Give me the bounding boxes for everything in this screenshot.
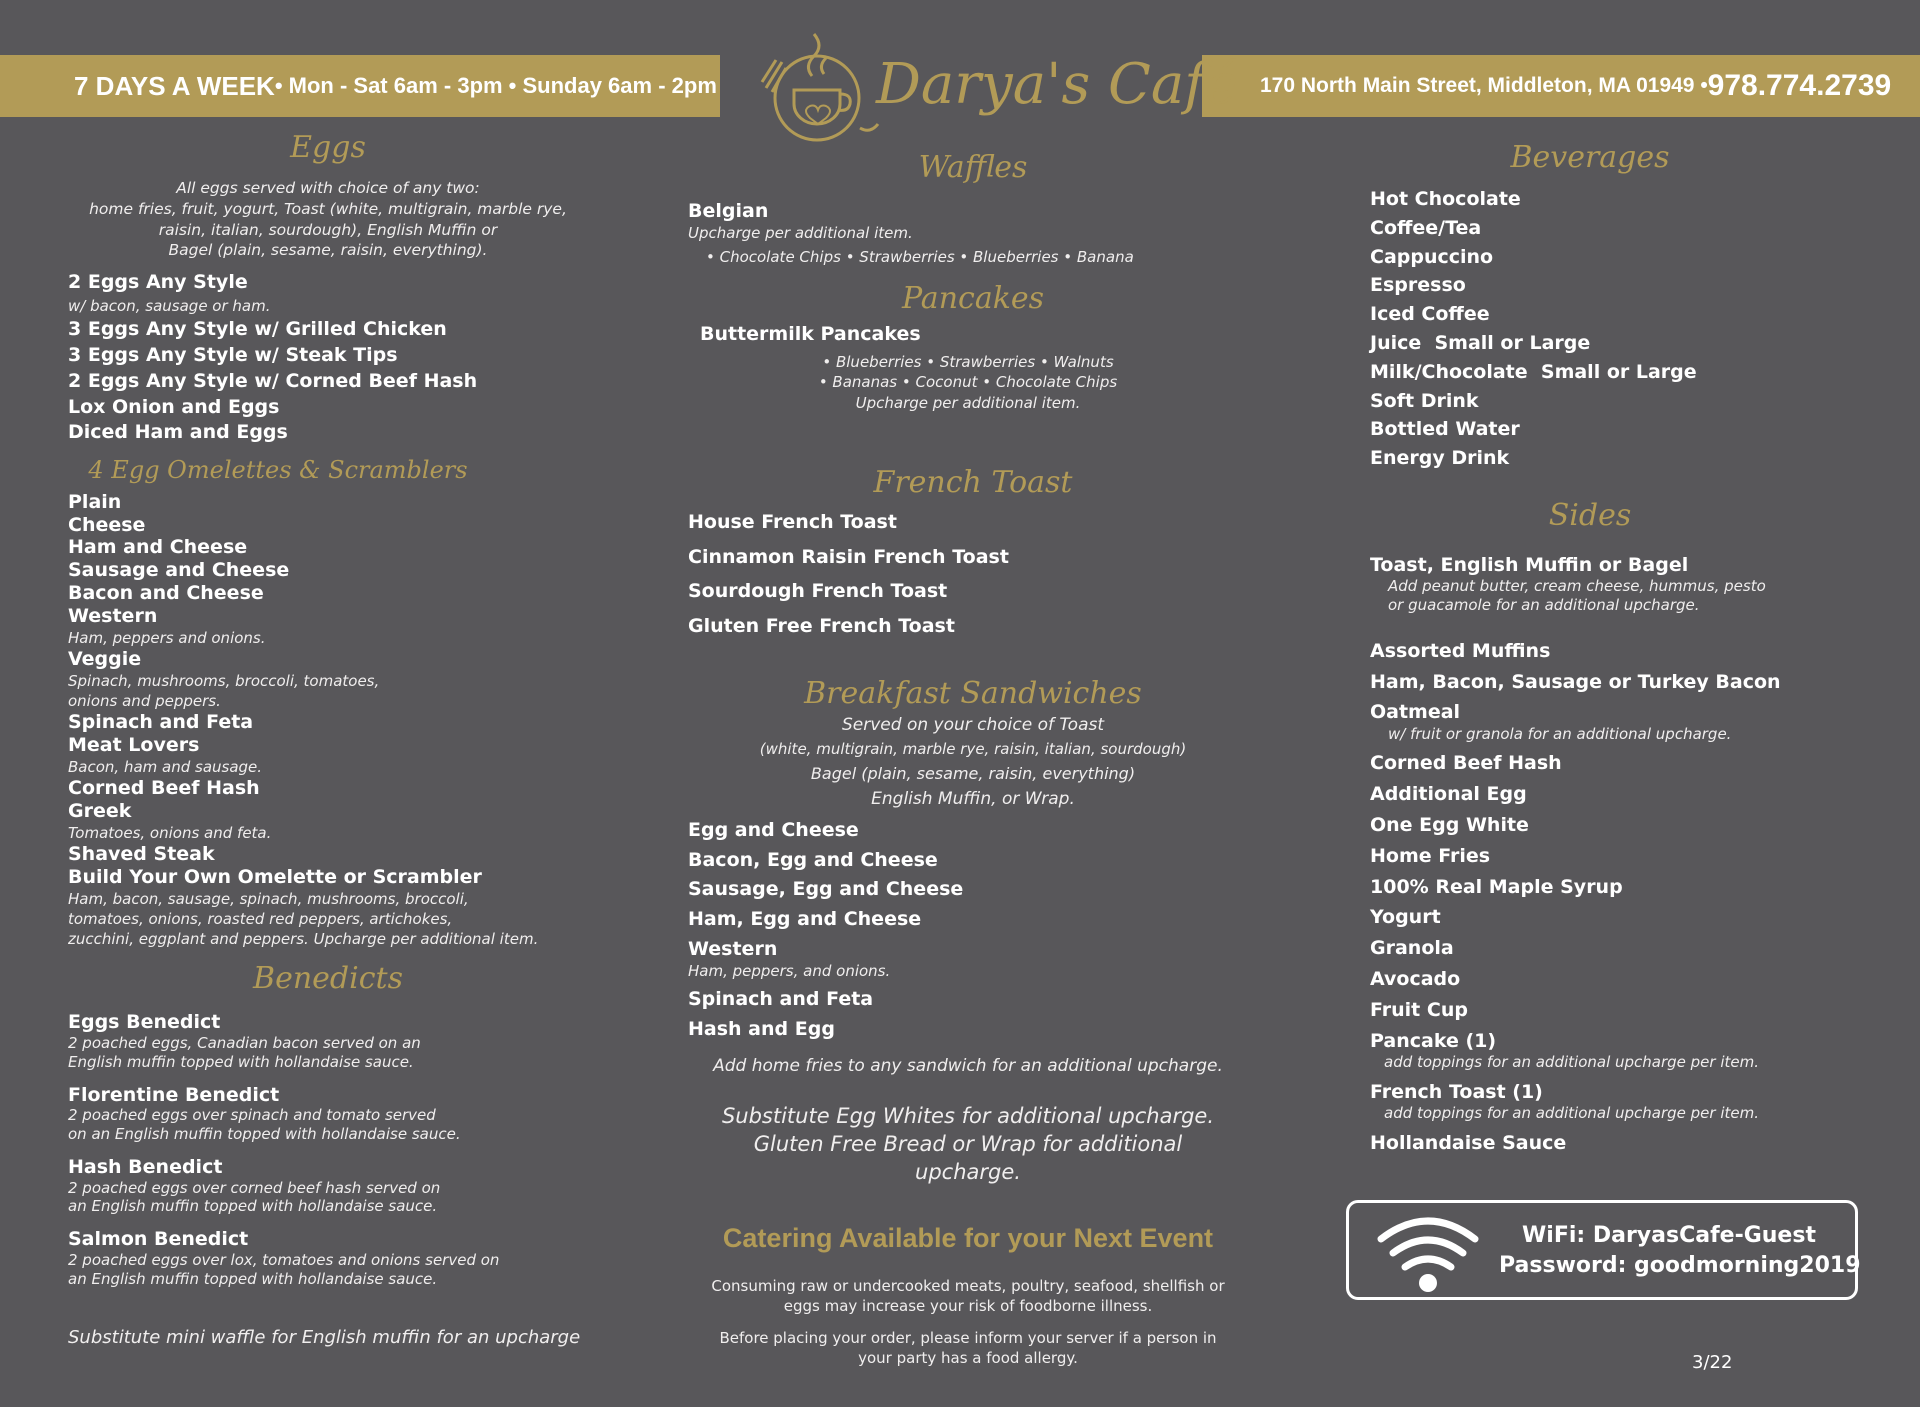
menu-item: Belgian [688, 200, 769, 222]
menu-item: Hash Benedict [68, 1155, 223, 1178]
menu-item-desc: 2 poached eggs over lox, tomatoes and onions served on an English muffin topped with hollandaise sauce. [68, 1250, 500, 1288]
menu-item-desc: Tomatoes, onions and feta. [68, 823, 272, 842]
menu-item: Ham and Cheese [68, 536, 248, 559]
benedicts-title: Benedicts [253, 961, 403, 997]
menu-item: House French Toast [688, 510, 897, 533]
pancake-upcharge: Upcharge per additional item. [855, 393, 1081, 412]
sandwiches-title: Breakfast Sandwiches [804, 676, 1142, 712]
french-toast-title: French Toast [873, 464, 1073, 500]
menu-item-desc: w/ bacon, sausage or ham. [68, 296, 271, 315]
menu-item: Assorted Muffins [1370, 639, 1551, 662]
menu-item: Ham, Egg and Cheese [688, 908, 922, 931]
menu-item: Salmon Benedict [68, 1228, 249, 1251]
menu-item: Avocado [1370, 967, 1461, 990]
pancake-toppings-line: • Bananas • Coconut • Chocolate Chips [818, 373, 1118, 392]
menu-item: Western [68, 604, 158, 627]
hours-banner [0, 55, 720, 117]
menu-item: Veggie [68, 647, 142, 670]
substitutes-note [698, 1102, 1238, 1187]
menu-item-desc: Upcharge per additional item. [688, 223, 913, 242]
menu-item-desc: Ham, peppers and onions. [68, 628, 266, 647]
sandwiches-intro-line: Served on your choice of Toast [841, 715, 1105, 736]
menu-item-desc: Ham, peppers, and onions. [688, 961, 891, 980]
menu-item: Bacon, Egg and Cheese [688, 848, 938, 871]
eggs-intro-line: All eggs served with choice of any two: [176, 179, 480, 197]
wifi-panel [1346, 1200, 1861, 1300]
menu-item: Cheese [68, 513, 146, 536]
column-right [1370, 140, 1850, 1154]
brand-name: Darya's Café [876, 52, 1239, 117]
menu-item-desc: add toppings for an additional upcharge per item. [1384, 1053, 1760, 1072]
foodborne-warning: Consuming raw or undercooked meats, poultry, seafood, shellfish or eggs may increase your risk of foodborne illness. [711, 1276, 1225, 1315]
menu-item: Sausage and Cheese [68, 559, 290, 582]
pancake-toppings [698, 352, 1238, 413]
pancakes-title: Pancakes [901, 281, 1045, 317]
menu-item: Ham, Bacon, Sausage or Turkey Bacon [1370, 670, 1781, 693]
menu-item: 3 Eggs Any Style w/ Grilled Chicken [68, 318, 447, 341]
menu-item: Sourdough French Toast [688, 580, 948, 603]
eggs-intro-line: Bagel (plain, sesame, raisin, everything). [168, 241, 488, 260]
waffles-title: Waffles [918, 150, 1028, 185]
menu-item: Cappuccino [1370, 245, 1494, 268]
menu-item: Meat Lovers [68, 734, 200, 757]
menu-item: Gluten Free French Toast [688, 615, 955, 638]
menu-item: Corned Beef Hash [1370, 752, 1562, 775]
menu-item: Sausage, Egg and Cheese [688, 878, 964, 901]
menu-item-desc: Bacon, ham and sausage. [68, 757, 263, 776]
sides-title: Sides [1548, 497, 1632, 533]
menu-item: Juice Small or Large [1370, 331, 1591, 354]
page-number: 3/22 [1692, 1352, 1733, 1373]
menu-item: Bacon and Cheese [68, 582, 264, 605]
menu-item-desc: Ham, bacon, sausage, spinach, mushrooms, broccoli, tomatoes, onions, roasted red peppers, artichokes, zucchini, eggplant and peppers. Upcharge per additional item. [68, 889, 539, 948]
allergy-warning: Before placing your order, please inform your server if a person in your party has a food allergy. [719, 1329, 1217, 1368]
menu-item: Shaved Steak [68, 842, 215, 865]
menu-item-desc: 2 poached eggs over spinach and tomato served on an English muffin topped with hollandaise sauce. [68, 1106, 461, 1144]
eggs-intro-line: home fries, fruit, yogurt, Toast (white, multigrain, marble rye, [89, 199, 567, 218]
sandwiches-intro-line: Bagel (plain, sesame, raisin, everything) [810, 763, 1136, 783]
menu-item: Spinach and Feta [68, 711, 254, 734]
menu-item: Egg and Cheese [688, 818, 859, 841]
menu-item: Hot Chocolate [1370, 188, 1521, 210]
menu-item: Iced Coffee [1370, 303, 1490, 326]
menu-item: French Toast (1) [1370, 1080, 1543, 1103]
sandwiches-note: Add home fries to any sandwich for an additional upcharge. [713, 1055, 1223, 1076]
menu-item: Spinach and Feta [688, 988, 874, 1010]
menu-item: Hollandaise Sauce [1370, 1131, 1567, 1154]
pancake-toppings-line: • Blueberries • Strawberries • Walnuts [822, 353, 1114, 372]
address-label: 170 North Main Street, Middleton, MA 01949 • [1260, 74, 1708, 97]
menu-item: Coffee/Tea [1370, 216, 1482, 239]
menu-item: Plain [68, 490, 122, 513]
menu-item: Bottled Water [1370, 418, 1520, 441]
substitute-line: Gluten Free Bread or Wrap for additional upcharge. [753, 1131, 1183, 1185]
menu-item: Florentine Benedict [68, 1083, 280, 1106]
menu-item: Lox Onion and Eggs [68, 395, 280, 418]
catering-banner: Catering Available for your Next Event [722, 1222, 1214, 1253]
menu-item: Soft Drink [1370, 389, 1479, 412]
column-left [68, 130, 588, 1351]
menu-item: Corned Beef Hash [68, 777, 260, 800]
sandwiches-intro-line: (white, multigrain, marble rye, raisin, italian, sourdough) [759, 740, 1187, 759]
menu-item: 100% Real Maple Syrup [1370, 875, 1623, 898]
eggs-intro-line: raisin, italian, sourdough), English Muffin or [158, 220, 498, 239]
omelettes-title: 4 Egg Omelettes & Scramblers [88, 456, 468, 485]
menu-item-desc: add toppings for an additional upcharge per item. [1384, 1104, 1760, 1123]
menu-item: Greek [68, 799, 132, 822]
waffle-toppings: • Chocolate Chips • Strawberries • Blueberries • Banana [706, 248, 1134, 267]
column-center [688, 150, 1238, 1369]
menu-item: Diced Ham and Eggs [68, 421, 288, 444]
eggs-intro [68, 178, 588, 261]
sandwiches-intro [708, 712, 1238, 813]
menu-item: 3 Eggs Any Style w/ Steak Tips [68, 343, 398, 366]
menu-item: Milk/Chocolate Small or Large [1370, 360, 1697, 383]
menu-item: One Egg White [1370, 814, 1529, 836]
days-label: 7 DAYS A WEEK [74, 70, 275, 101]
substitute-line: Substitute Egg Whites for additional upcharge. [721, 1103, 1215, 1128]
menu-item-desc: 2 poached eggs over corned beef hash served on an English muffin topped with hollandaise sauce. [68, 1178, 441, 1216]
menu-item: Hash and Egg [688, 1017, 835, 1040]
menu-item: Eggs Benedict [68, 1011, 221, 1034]
menu-item: Buttermilk Pancakes [700, 323, 921, 346]
menu-item: Oatmeal [1370, 701, 1461, 724]
hours-label: • Mon - Sat 6am - 3pm • Sunday 6am - 2pm [274, 73, 717, 98]
menu-item: Yogurt [1370, 906, 1441, 929]
menu-item-desc: 2 poached eggs, Canadian bacon served on an English muffin topped with hollandaise sauce. [68, 1034, 421, 1071]
sandwiches-intro-line: English Muffin, or Wrap. [871, 789, 1075, 810]
menu-item-desc: Add peanut butter, cream cheese, hummus, pesto or guacamole for an additional upcharge. [1388, 576, 1766, 615]
menu-item: Build Your Own Omelette or Scrambler [68, 865, 482, 888]
menu-item: Toast, English Muffin or Bagel [1370, 553, 1689, 576]
menu-item: Additional Egg [1370, 783, 1527, 806]
menu-item: Cinnamon Raisin French Toast [688, 545, 1009, 568]
menu-item: Home Fries [1370, 844, 1491, 867]
address-banner [1202, 55, 1920, 117]
wifi-network: WiFi: DaryasCafe-Guest [1522, 1223, 1816, 1248]
menu-item-desc: Spinach, mushrooms, broccoli, tomatoes, onions and peppers. [68, 671, 380, 710]
menu-item: 2 Eggs Any Style [68, 271, 248, 294]
menu-item: 2 Eggs Any Style w/ Corned Beef Hash [68, 369, 478, 392]
menu-item-desc: w/ fruit or granola for an additional upcharge. [1388, 725, 1732, 744]
menu-item: Energy Drink [1370, 447, 1510, 470]
beverages-title: Beverages [1510, 140, 1670, 175]
menu-item: Granola [1370, 937, 1454, 960]
wifi-credentials [1499, 1221, 1861, 1280]
menu-item: Pancake (1) [1370, 1029, 1497, 1052]
eggs-title: Eggs [290, 130, 366, 165]
wifi-icon [1373, 1211, 1483, 1295]
benedicts-note: Substitute mini waffle for English muffin for an upcharge [68, 1327, 581, 1349]
phone-number: 978.774.2739 [1707, 69, 1892, 102]
menu-item: Western [688, 937, 778, 960]
wifi-password: Password: goodmorning2019 [1499, 1252, 1861, 1278]
menu-item: Fruit Cup [1370, 998, 1468, 1021]
menu-item: Espresso [1370, 274, 1466, 297]
